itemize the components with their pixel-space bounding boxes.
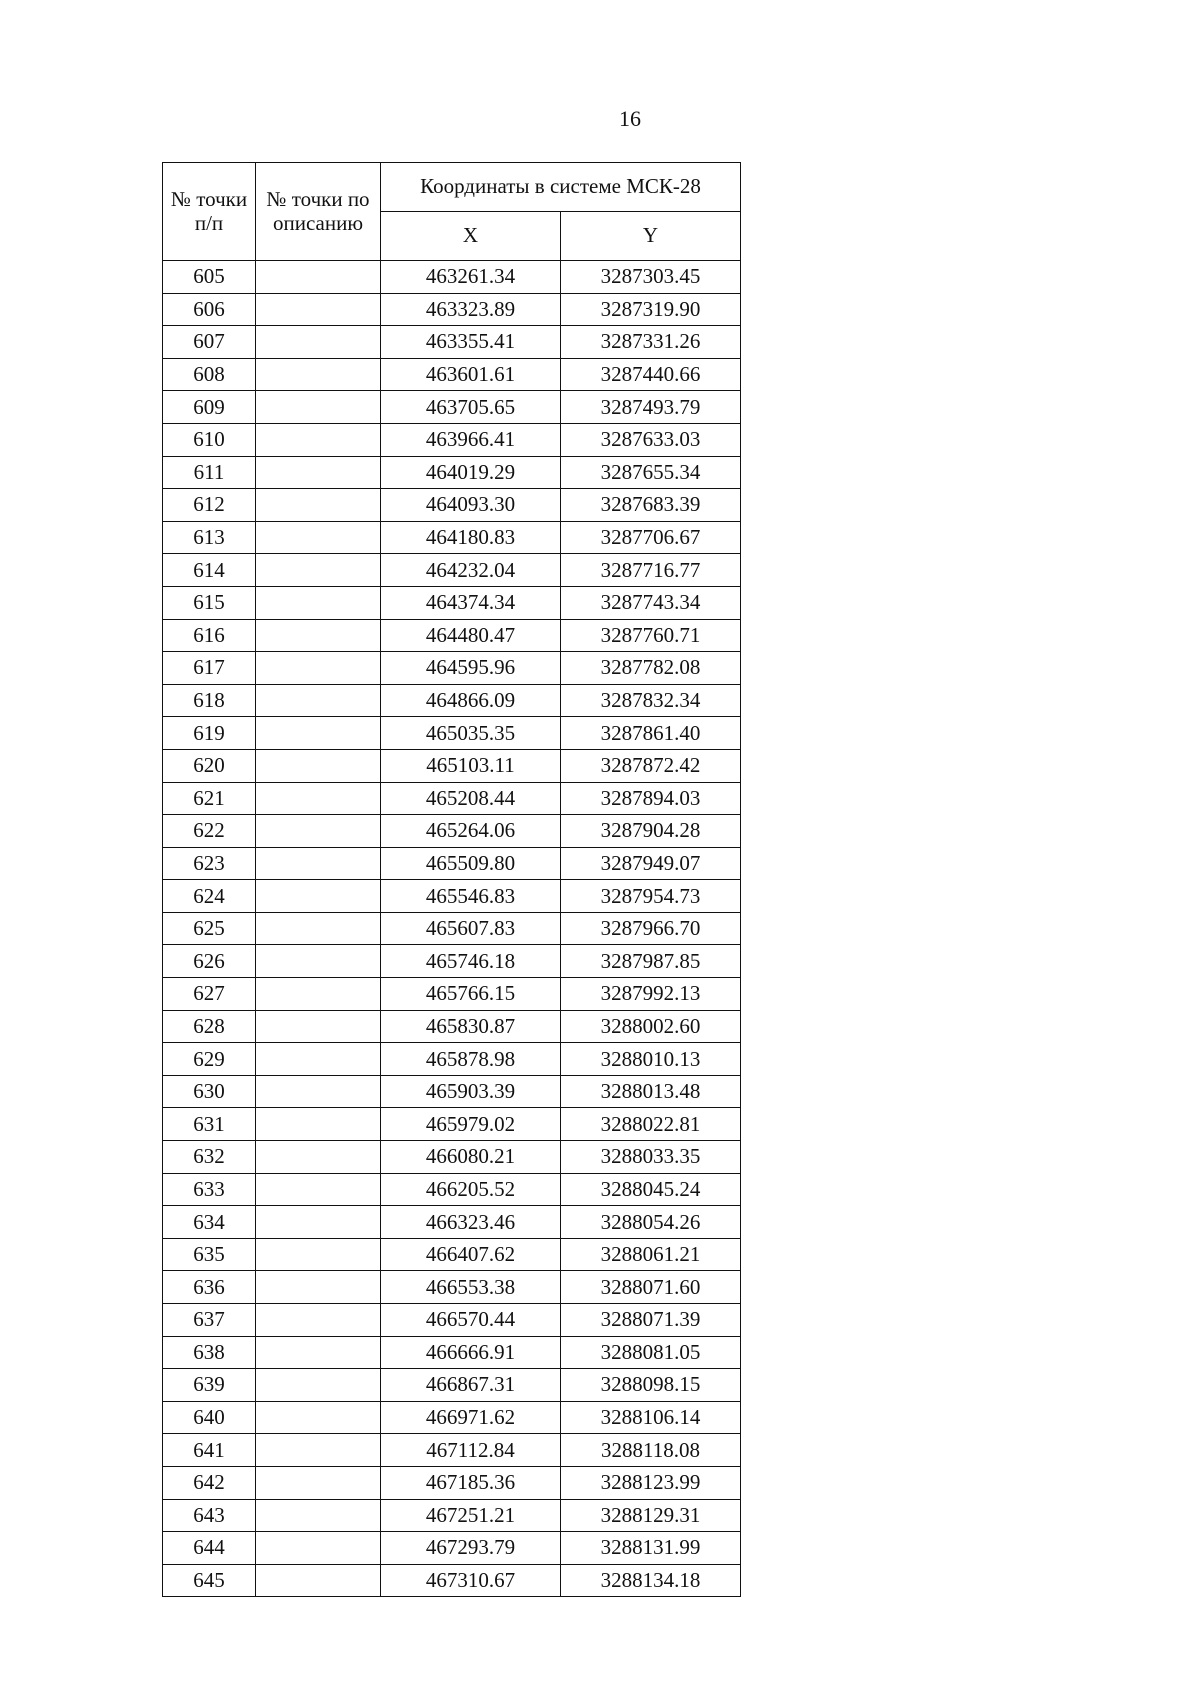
- cell-y: 3287303.45: [561, 261, 741, 294]
- cell-y: 3287743.34: [561, 586, 741, 619]
- table-row: [163, 1141, 741, 1174]
- cell-y: 3287760.71: [561, 619, 741, 652]
- cell-description-point: [256, 391, 381, 424]
- cell-point-number: 645: [163, 1564, 256, 1597]
- cell-y: 3288010.13: [561, 1043, 741, 1076]
- cell-x: 465607.83: [381, 912, 561, 945]
- cell-x: 464180.83: [381, 521, 561, 554]
- cell-description-point: [256, 1336, 381, 1369]
- cell-description-point: [256, 749, 381, 782]
- cell-point-number: 606: [163, 293, 256, 326]
- cell-x: 466407.62: [381, 1238, 561, 1271]
- cell-description-point: [256, 782, 381, 815]
- cell-y: 3288071.60: [561, 1271, 741, 1304]
- cell-x: 464374.34: [381, 586, 561, 619]
- header-description-point-number: № точки по описанию: [256, 163, 381, 261]
- cell-description-point: [256, 293, 381, 326]
- table-row: [163, 358, 741, 391]
- cell-point-number: 634: [163, 1206, 256, 1239]
- cell-point-number: 610: [163, 423, 256, 456]
- table-row: [163, 456, 741, 489]
- cell-x: 467310.67: [381, 1564, 561, 1597]
- table-row: [163, 1336, 741, 1369]
- cell-description-point: [256, 978, 381, 1011]
- cell-point-number: 629: [163, 1043, 256, 1076]
- cell-x: 467185.36: [381, 1466, 561, 1499]
- table-row: [163, 1564, 741, 1597]
- cell-point-number: 609: [163, 391, 256, 424]
- cell-point-number: 618: [163, 684, 256, 717]
- table-row: [163, 554, 741, 587]
- table-row: [163, 1173, 741, 1206]
- header-point-number: № точки п/п: [163, 163, 256, 261]
- table-row: [163, 945, 741, 978]
- table-row: [163, 684, 741, 717]
- cell-x: 463261.34: [381, 261, 561, 294]
- cell-x: 466205.52: [381, 1173, 561, 1206]
- cell-point-number: 620: [163, 749, 256, 782]
- cell-x: 465766.15: [381, 978, 561, 1011]
- cell-description-point: [256, 521, 381, 554]
- cell-description-point: [256, 1401, 381, 1434]
- cell-x: 465264.06: [381, 815, 561, 848]
- cell-y: 3287992.13: [561, 978, 741, 1011]
- table-row: [163, 1434, 741, 1467]
- cell-y: 3287966.70: [561, 912, 741, 945]
- cell-description-point: [256, 261, 381, 294]
- table-row: [163, 1401, 741, 1434]
- cell-description-point: [256, 945, 381, 978]
- cell-y: 3288129.31: [561, 1499, 741, 1532]
- coordinates-table: [162, 162, 741, 1597]
- cell-point-number: 612: [163, 489, 256, 522]
- cell-point-number: 635: [163, 1238, 256, 1271]
- cell-y: 3288134.18: [561, 1564, 741, 1597]
- cell-description-point: [256, 1173, 381, 1206]
- cell-y: 3288002.60: [561, 1010, 741, 1043]
- cell-y: 3288106.14: [561, 1401, 741, 1434]
- cell-point-number: 619: [163, 717, 256, 750]
- cell-x: 466570.44: [381, 1304, 561, 1337]
- table-row: [163, 1304, 741, 1337]
- cell-y: 3288098.15: [561, 1369, 741, 1402]
- table-row: [163, 391, 741, 424]
- cell-point-number: 641: [163, 1434, 256, 1467]
- cell-point-number: 614: [163, 554, 256, 587]
- cell-y: 3287832.34: [561, 684, 741, 717]
- table-row: [163, 749, 741, 782]
- cell-y: 3287987.85: [561, 945, 741, 978]
- cell-point-number: 644: [163, 1532, 256, 1565]
- cell-y: 3287894.03: [561, 782, 741, 815]
- table-header: [163, 163, 741, 261]
- cell-x: 467293.79: [381, 1532, 561, 1565]
- page-number: 16: [619, 106, 641, 131]
- table-body: [163, 261, 741, 1597]
- table-row: [163, 521, 741, 554]
- cell-description-point: [256, 1466, 381, 1499]
- cell-x: 465903.39: [381, 1075, 561, 1108]
- cell-description-point: [256, 456, 381, 489]
- table-row: [163, 293, 741, 326]
- cell-point-number: 623: [163, 847, 256, 880]
- cell-description-point: [256, 847, 381, 880]
- cell-x: 466666.91: [381, 1336, 561, 1369]
- cell-point-number: 639: [163, 1369, 256, 1402]
- cell-y: 3287655.34: [561, 456, 741, 489]
- cell-point-number: 626: [163, 945, 256, 978]
- cell-description-point: [256, 1141, 381, 1174]
- cell-x: 466323.46: [381, 1206, 561, 1239]
- cell-y: 3287872.42: [561, 749, 741, 782]
- table-row: [163, 619, 741, 652]
- table-row: [163, 1075, 741, 1108]
- cell-description-point: [256, 1271, 381, 1304]
- cell-point-number: 637: [163, 1304, 256, 1337]
- table-row: [163, 1108, 741, 1141]
- cell-x: 465746.18: [381, 945, 561, 978]
- cell-x: 463966.41: [381, 423, 561, 456]
- table-row: [163, 1043, 741, 1076]
- cell-point-number: 631: [163, 1108, 256, 1141]
- cell-point-number: 611: [163, 456, 256, 489]
- cell-y: 3288118.08: [561, 1434, 741, 1467]
- table-row: [163, 847, 741, 880]
- cell-point-number: 632: [163, 1141, 256, 1174]
- cell-x: 466553.38: [381, 1271, 561, 1304]
- table-row: [163, 1010, 741, 1043]
- cell-point-number: 617: [163, 652, 256, 685]
- cell-y: 3287319.90: [561, 293, 741, 326]
- cell-point-number: 627: [163, 978, 256, 1011]
- cell-x: 463705.65: [381, 391, 561, 424]
- cell-description-point: [256, 326, 381, 359]
- table-row: [163, 782, 741, 815]
- table-row: [163, 1369, 741, 1402]
- cell-x: 465979.02: [381, 1108, 561, 1141]
- cell-point-number: 607: [163, 326, 256, 359]
- cell-y: 3287782.08: [561, 652, 741, 685]
- table-row: [163, 880, 741, 913]
- cell-x: 465546.83: [381, 880, 561, 913]
- cell-y: 3287493.79: [561, 391, 741, 424]
- cell-x: 466971.62: [381, 1401, 561, 1434]
- cell-x: 464019.29: [381, 456, 561, 489]
- cell-x: 467251.21: [381, 1499, 561, 1532]
- cell-y: 3287954.73: [561, 880, 741, 913]
- cell-y: 3287949.07: [561, 847, 741, 880]
- cell-point-number: 624: [163, 880, 256, 913]
- cell-description-point: [256, 815, 381, 848]
- header-x: X: [381, 212, 561, 261]
- table-row: [163, 1499, 741, 1532]
- table-row: [163, 326, 741, 359]
- table-row: [163, 261, 741, 294]
- cell-y: 3288123.99: [561, 1466, 741, 1499]
- cell-description-point: [256, 619, 381, 652]
- cell-description-point: [256, 1499, 381, 1532]
- cell-point-number: 615: [163, 586, 256, 619]
- cell-point-number: 608: [163, 358, 256, 391]
- cell-description-point: [256, 1206, 381, 1239]
- cell-y: 3287683.39: [561, 489, 741, 522]
- cell-description-point: [256, 1304, 381, 1337]
- table-row: [163, 1206, 741, 1239]
- cell-point-number: 642: [163, 1466, 256, 1499]
- cell-point-number: 640: [163, 1401, 256, 1434]
- cell-x: 464595.96: [381, 652, 561, 685]
- cell-x: 466080.21: [381, 1141, 561, 1174]
- cell-x: 465103.11: [381, 749, 561, 782]
- cell-description-point: [256, 1564, 381, 1597]
- cell-description-point: [256, 684, 381, 717]
- table-row: [163, 652, 741, 685]
- cell-y: 3287331.26: [561, 326, 741, 359]
- table-row: [163, 717, 741, 750]
- cell-description-point: [256, 1010, 381, 1043]
- cell-y: 3287440.66: [561, 358, 741, 391]
- table-row: [163, 912, 741, 945]
- cell-description-point: [256, 717, 381, 750]
- cell-point-number: 628: [163, 1010, 256, 1043]
- cell-x: 463355.41: [381, 326, 561, 359]
- cell-description-point: [256, 912, 381, 945]
- cell-description-point: [256, 1238, 381, 1271]
- cell-description-point: [256, 489, 381, 522]
- cell-x: 465878.98: [381, 1043, 561, 1076]
- cell-y: 3287716.77: [561, 554, 741, 587]
- cell-x: 464093.30: [381, 489, 561, 522]
- cell-description-point: [256, 554, 381, 587]
- table-row: [163, 586, 741, 619]
- cell-y: 3288081.05: [561, 1336, 741, 1369]
- cell-description-point: [256, 423, 381, 456]
- cell-x: 465035.35: [381, 717, 561, 750]
- cell-x: 464232.04: [381, 554, 561, 587]
- cell-x: 463323.89: [381, 293, 561, 326]
- cell-y: 3288131.99: [561, 1532, 741, 1565]
- cell-point-number: 643: [163, 1499, 256, 1532]
- cell-x: 466867.31: [381, 1369, 561, 1402]
- cell-point-number: 605: [163, 261, 256, 294]
- cell-y: 3288033.35: [561, 1141, 741, 1174]
- cell-description-point: [256, 1043, 381, 1076]
- cell-x: 464480.47: [381, 619, 561, 652]
- cell-point-number: 636: [163, 1271, 256, 1304]
- cell-y: 3288013.48: [561, 1075, 741, 1108]
- table-row: [163, 815, 741, 848]
- cell-point-number: 630: [163, 1075, 256, 1108]
- table-row: [163, 978, 741, 1011]
- table-row: [163, 1271, 741, 1304]
- cell-y: 3288022.81: [561, 1108, 741, 1141]
- cell-description-point: [256, 1369, 381, 1402]
- table-row: [163, 423, 741, 456]
- cell-point-number: 625: [163, 912, 256, 945]
- cell-y: 3287904.28: [561, 815, 741, 848]
- cell-description-point: [256, 652, 381, 685]
- cell-point-number: 616: [163, 619, 256, 652]
- cell-point-number: 621: [163, 782, 256, 815]
- cell-description-point: [256, 1532, 381, 1565]
- table-row: [163, 489, 741, 522]
- cell-x: 465509.80: [381, 847, 561, 880]
- header-coordinates-system: Координаты в системе МСК-28: [381, 163, 741, 212]
- cell-point-number: 633: [163, 1173, 256, 1206]
- cell-x: 467112.84: [381, 1434, 561, 1467]
- table-row: [163, 1532, 741, 1565]
- cell-y: 3287633.03: [561, 423, 741, 456]
- table-row: [163, 1238, 741, 1271]
- cell-description-point: [256, 880, 381, 913]
- cell-x: 465830.87: [381, 1010, 561, 1043]
- cell-y: 3287706.67: [561, 521, 741, 554]
- cell-description-point: [256, 1075, 381, 1108]
- cell-description-point: [256, 1434, 381, 1467]
- cell-point-number: 638: [163, 1336, 256, 1369]
- cell-point-number: 622: [163, 815, 256, 848]
- cell-x: 465208.44: [381, 782, 561, 815]
- cell-x: 463601.61: [381, 358, 561, 391]
- cell-description-point: [256, 358, 381, 391]
- cell-y: 3288045.24: [561, 1173, 741, 1206]
- cell-description-point: [256, 586, 381, 619]
- table-row: [163, 1466, 741, 1499]
- cell-y: 3288061.21: [561, 1238, 741, 1271]
- cell-point-number: 613: [163, 521, 256, 554]
- cell-y: 3288054.26: [561, 1206, 741, 1239]
- cell-y: 3287861.40: [561, 717, 741, 750]
- cell-y: 3288071.39: [561, 1304, 741, 1337]
- header-y: Y: [561, 212, 741, 261]
- cell-x: 464866.09: [381, 684, 561, 717]
- cell-description-point: [256, 1108, 381, 1141]
